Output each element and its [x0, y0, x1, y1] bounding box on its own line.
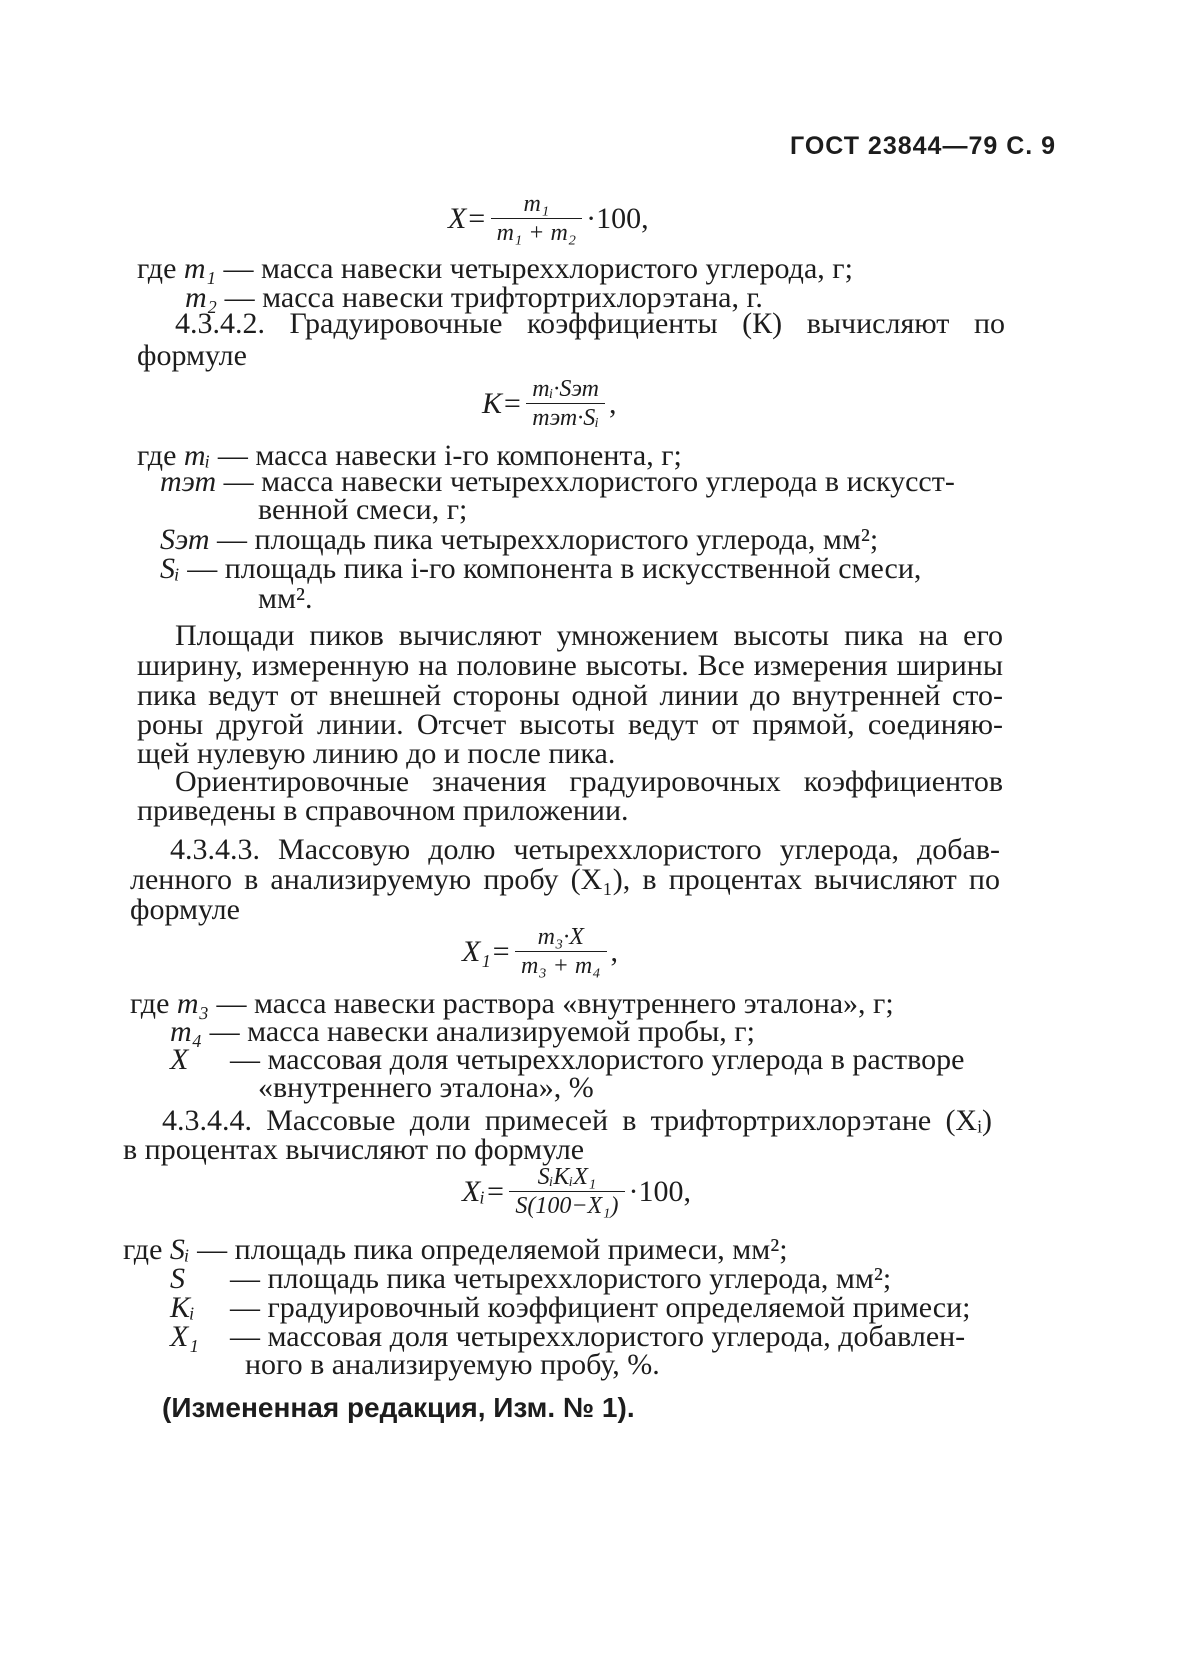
def-label: где	[137, 439, 177, 472]
def-text: — масса навески i-го компонента, г;	[217, 439, 682, 472]
def-text: — площадь пика четыреххлористого углерода, мм²;	[230, 1262, 892, 1295]
def-continuation: венной смеси, г;	[258, 493, 468, 526]
def-continuation: «внутреннего эталона», %	[258, 1071, 594, 1104]
formula-xi-lhs: Xᵢ=	[462, 1174, 506, 1208]
def-label: где	[130, 987, 170, 1020]
def-symbol: X₁	[170, 1320, 199, 1353]
formula-xi-fraction	[509, 1163, 624, 1220]
def-label: где	[137, 252, 177, 285]
paragraph-areas-line: ширину, измеренную на половине высоты. Все измерения ширины	[137, 649, 1003, 682]
def-symbol: mᵢ	[183, 439, 211, 472]
def-symbol: m₂	[185, 281, 218, 314]
formula-xi-denominator: S(100−X₁)	[515, 1193, 619, 1219]
formula-xi	[462, 1163, 691, 1220]
def-text: — градуировочный коэффициент определяемой примеси;	[230, 1291, 971, 1324]
paragraph-areas-line: щей нулевую линию до и после пика.	[137, 737, 616, 770]
def-symbol: Sᵢ	[160, 552, 180, 585]
revision-note: (Измененная редакция, Изм. № 1).	[162, 1392, 635, 1423]
def-symbol: Sэт	[160, 523, 210, 556]
def-symbol: m₃	[176, 987, 209, 1020]
paragraph-4343-line: формуле	[130, 893, 240, 926]
page-header: ГОСТ 23844—79 С. 9	[790, 132, 1057, 160]
def-symbol: m₄	[170, 1015, 203, 1048]
formula-k-denominator: mэт·Sᵢ	[532, 405, 599, 431]
def-text: — площадь пика четыреххлористого углерода, мм²;	[217, 523, 879, 556]
formula-x1-numerator: m₃·X	[537, 924, 584, 950]
def-symbol: S	[170, 1262, 185, 1295]
formula-x1-tail: ,	[610, 934, 619, 968]
formula-x-numerator: m₁	[523, 191, 550, 217]
formula-k-lhs: K=	[482, 386, 523, 420]
def-continuation: мм².	[258, 582, 313, 615]
def-symbol: X	[170, 1043, 189, 1076]
paragraph-areas-line: роны другой линии. Отсчет высоты ведут от прямой, соединяю-	[137, 708, 1003, 741]
def-text: — массовая доля четыреххлористого углерода, добавлен-	[230, 1320, 966, 1353]
formula-k	[482, 375, 617, 432]
def-symbol: mэт	[160, 465, 217, 498]
def-text: — массовая доля четыреххлористого углерода в растворе	[230, 1043, 965, 1076]
formula-xi-tail: ·100,	[628, 1174, 692, 1208]
def-symbol: Sᵢ	[169, 1233, 190, 1266]
formula-k-fraction	[526, 375, 605, 432]
def-continuation: ного в анализируемую пробу, %.	[245, 1348, 660, 1381]
paragraph-4344-line: 4.3.4.4. Массовые доли примесей в трифтортрихлорэтане (Xᵢ)	[162, 1104, 992, 1137]
paragraph-4342-line2: формуле	[137, 339, 247, 372]
formula-xi-numerator: SᵢKᵢX₁	[537, 1164, 597, 1190]
paragraph-4344-line: в процентах вычисляют по формуле	[123, 1133, 585, 1166]
def-symbol: Kᵢ	[170, 1291, 195, 1324]
paragraph-areas-line: Площади пиков вычисляют умножением высоты пика на его	[175, 619, 1003, 652]
formula-x1-lhs: X₁=	[462, 934, 511, 968]
def-text: — масса навески раствора «внутреннего эталона», г;	[216, 987, 894, 1020]
paragraph-orient-line: Ориентировочные значения градуировочных коэффициентов	[175, 765, 1003, 798]
def-text: — масса навески четыреххлористого углерода в искусст-	[223, 465, 955, 498]
formula-x1-fraction	[515, 923, 607, 980]
formula-x	[448, 190, 649, 247]
def-row	[160, 553, 921, 585]
formula-k-numerator: mᵢ·Sэт	[532, 376, 599, 402]
def-text: — масса навески трифтортрихлорэтана, г.	[224, 281, 763, 314]
formula-x1-denominator: m₃ + m₄	[521, 953, 601, 979]
paragraph-4342-line1: 4.3.4.2. Градуировочные коэффициенты (К) вычисляют по	[175, 307, 1005, 340]
def-label: где	[123, 1233, 163, 1266]
def-text: — масса навески четыреххлористого углерода, г;	[223, 252, 853, 285]
formula-x-tail: ·100,	[586, 201, 649, 235]
formula-x1	[462, 923, 618, 980]
formula-x-lhs: X=	[448, 201, 487, 235]
def-text: — масса навески анализируемой пробы, г;	[209, 1015, 755, 1048]
paragraph-areas-line: пика ведут от внешней стороны одной линии до внутренней сто-	[137, 679, 1003, 712]
formula-x-denominator: m₁ + m₂	[496, 220, 577, 246]
def-text: — площадь пика определяемой примеси, мм²;	[197, 1233, 788, 1266]
paragraph-4343-line: ленного в анализируемую пробу (X₁), в процентах вычисляют по	[130, 863, 1000, 896]
def-text: — площадь пика i-го компонента в искусственной смеси,	[187, 552, 922, 585]
formula-x-fraction	[491, 190, 583, 247]
paragraph-orient-line: приведены в справочном приложении.	[137, 794, 629, 827]
formula-k-tail: ,	[609, 386, 617, 420]
paragraph-4343-line: 4.3.4.3. Массовую долю четыреххлористого углерода, добав-	[170, 833, 1000, 866]
def-symbol: m₁	[183, 252, 216, 285]
